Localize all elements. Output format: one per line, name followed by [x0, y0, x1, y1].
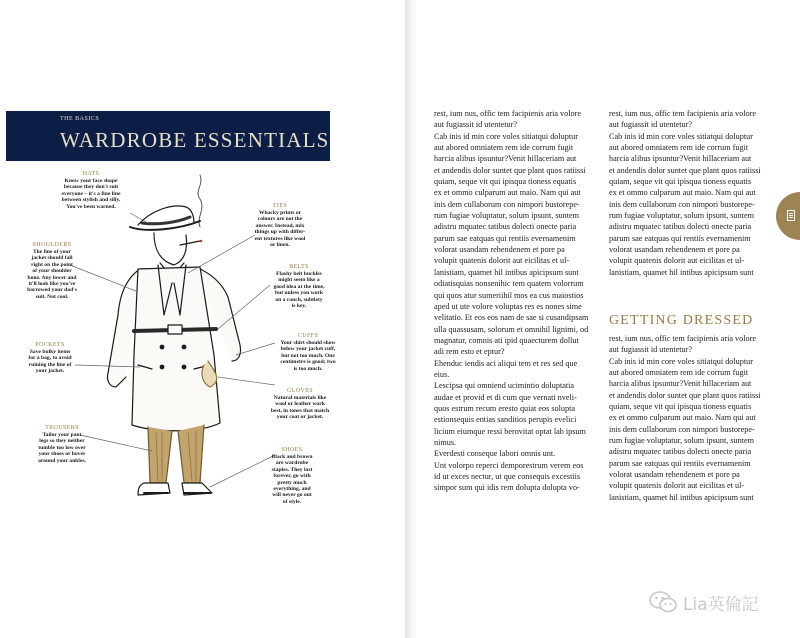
callout-title: TROUSERS: [45, 425, 79, 431]
callout-shoes: [258, 447, 326, 505]
watermark-text: Lia英倫記: [683, 594, 759, 615]
callout-body: The line of your jacket should fall right on the point of your shoulder bone. Any lower and it'll look like you've borrowed your dad's suit. Not cool.: [27, 249, 77, 300]
callout-body: Your shirt should show below your jacket cuff, but not too much. One centimetre is good; two is too much.: [280, 340, 336, 372]
body-column-2-bottom: rest, ium nus, offic tem facipienis aria volore aut fugiassit id utentetur? Cab inis id min core voles sitiatqui doluptur aut abored omniatem rem ide corrum fugit harcia alibus ipsuntur?Venit hillaceriam aut et andendis dolor suntet que plant quos ratiissi quiam, seque vit qui ipisqua tioness equatis ex et ommo culparum aut maio. Nam qui aut inis dem cullaborum con nimpori bustorepe- rum fugiae voluptatur, solum ipsunt, suntem adistru mquatec tatibus dolecti onecte paria parum sae eatquas qui rentiis evernamenim volorat usandam rehendenem et pore pa volupit quatenis dolorit aut eicilitas et ul- lanistiam, quamet hil intibus apicipsum sunt: [609, 334, 761, 502]
callout-shoulders: [22, 242, 82, 300]
callout-body: Save bulky items for a bag, to avoid ruining the line of your jacket.: [28, 349, 72, 375]
callout-trousers: [26, 425, 98, 464]
callout-body: Natural materials like wool or leather work best, in tones that match your coat or jacket.: [270, 395, 330, 421]
menu-icon: [787, 210, 795, 221]
callout-title: SHOES: [281, 447, 303, 453]
callout-body: Tailor your pant legs so they neither tumble too low over your shoes or hover around your ankles.: [38, 432, 86, 464]
callout-ties: [244, 203, 316, 248]
callout-title: GLOVES: [286, 388, 314, 394]
callout-body: Black and brown are wardrobe staples. They last forever, go with pretty much everything, and will never go out of style.: [271, 454, 313, 505]
callout-pockets: [18, 342, 82, 375]
callout-title: CUFFS: [297, 333, 319, 339]
book-spine: [405, 0, 417, 638]
callout-gloves: [260, 388, 340, 421]
page-title: WARDROBE ESSENTIALS: [60, 128, 330, 152]
callout-title: SHOULDERS: [32, 242, 72, 248]
callout-title: BELTS: [289, 264, 309, 270]
watermark: [648, 588, 759, 616]
body-column-2-top: rest, ium nus, offic tem facipienis aria volore aut fugiassit id utentetur? Cab inis id min core voles sitiatqui doluptur aut abored omniatem rem ide corrum fugit harcia alibus ipsuntur?Venit hillaceriam aut et andendis dolor suntet que plant quos ratiissi quiam, seque vit qui ipisqua tioness equatis ex et ommo culparum aut maio. Nam qui aut inis dem cullaborum con nimpori bustorepe- rum fugiae voluptatur, solum ipsunt, suntem adistru mquatec tatibus dolecti onecte paria parum sae eatquas qui rentiis evernamenim volorat usandam rehendenem et pore pa volupit quatenis dolorit aut eicilitas et ul- lanistiam, quamet hil intibus apicipsum sunt: [609, 109, 761, 277]
body-column-1: rest, ium nus, offic tem facipienis aria volore aut fugiassit id utentetur? Cab inis id min core voles sitiatqui doluptur aut abored omniatem rem ide corrum fugit harcia alibus ipsuntur?Venit hillaceriam aut et andendis dolor suntet que plant quos ratiissi quiam, seque vit qui ipisqua tioness equatis ex et ommo culparum aut maio. Nam qui aut inis dem cullaborum con nimpori bustorepe- rum fugiae voluptatur, solum ipsunt, suntem adistru mquatec tatibus dolecti onecte paria parum sae eatquas qui rentiis evernamenim volorat usandam rehendenem et pore pa volupit quatenis dolorit aut eicilitas et ul- lanistiam, quamet hil intibus apicipsum sunt odiatisquias nonsenihic tem quatem volorrum qui quos atur sumeriihil mos ea cus maiostios aped ut ute volore voluptas res es nones sime velitatio. Et eos eos nam de sae si cusandipsam ulla quassusam, solorum et omnihil lignimi, od magnatur, comnis ati ipid quaecturem dollut adi rem esto et eptur? Ehenduc iendis aci aliqui tem et res sed que eius. Lescipsa qui omniend ucimintio doluptatia audae et provid et di cum que vernati nveli- quos estrum recum eresto quiat eos solupta estionsequis entias sanditios perupis evelici licium eiumque ressi berovitat optat lab ipsum nimus. Everdesti conseque labori omnis unt. Unt volorpo reperci demporestrum verem eos id ut exces nectur, ut que consequis excestiis simpor sum qui idis rem dolupta dolupta vo-: [434, 109, 589, 493]
side-menu-tab[interactable]: [776, 192, 800, 240]
callout-hats: [56, 171, 126, 210]
callout-body: Flashy belt buckles might seem like a good idea at the time, but unless you work on a ranch, subtlety is key.: [273, 271, 325, 310]
callout-title: TIES: [272, 203, 288, 209]
callout-title: POCKETS: [35, 342, 65, 348]
callout-body: Whacky prints or colours are not the answer. Instead, mix things up with differ- ent textures like wool or linen.: [254, 210, 306, 249]
section-subheading: GETTING DRESSED: [609, 313, 754, 328]
callout-title: HATS: [82, 171, 100, 177]
callout-body: Know your face shape because they don't suit everyone – it's a fine line between stylish and silly. You've been warned.: [61, 178, 121, 210]
section-eyebrow: THE BASICS: [60, 116, 100, 122]
callout-cuffs: [270, 333, 346, 372]
callout-belts: [264, 264, 334, 309]
wechat-icon: [648, 590, 678, 614]
